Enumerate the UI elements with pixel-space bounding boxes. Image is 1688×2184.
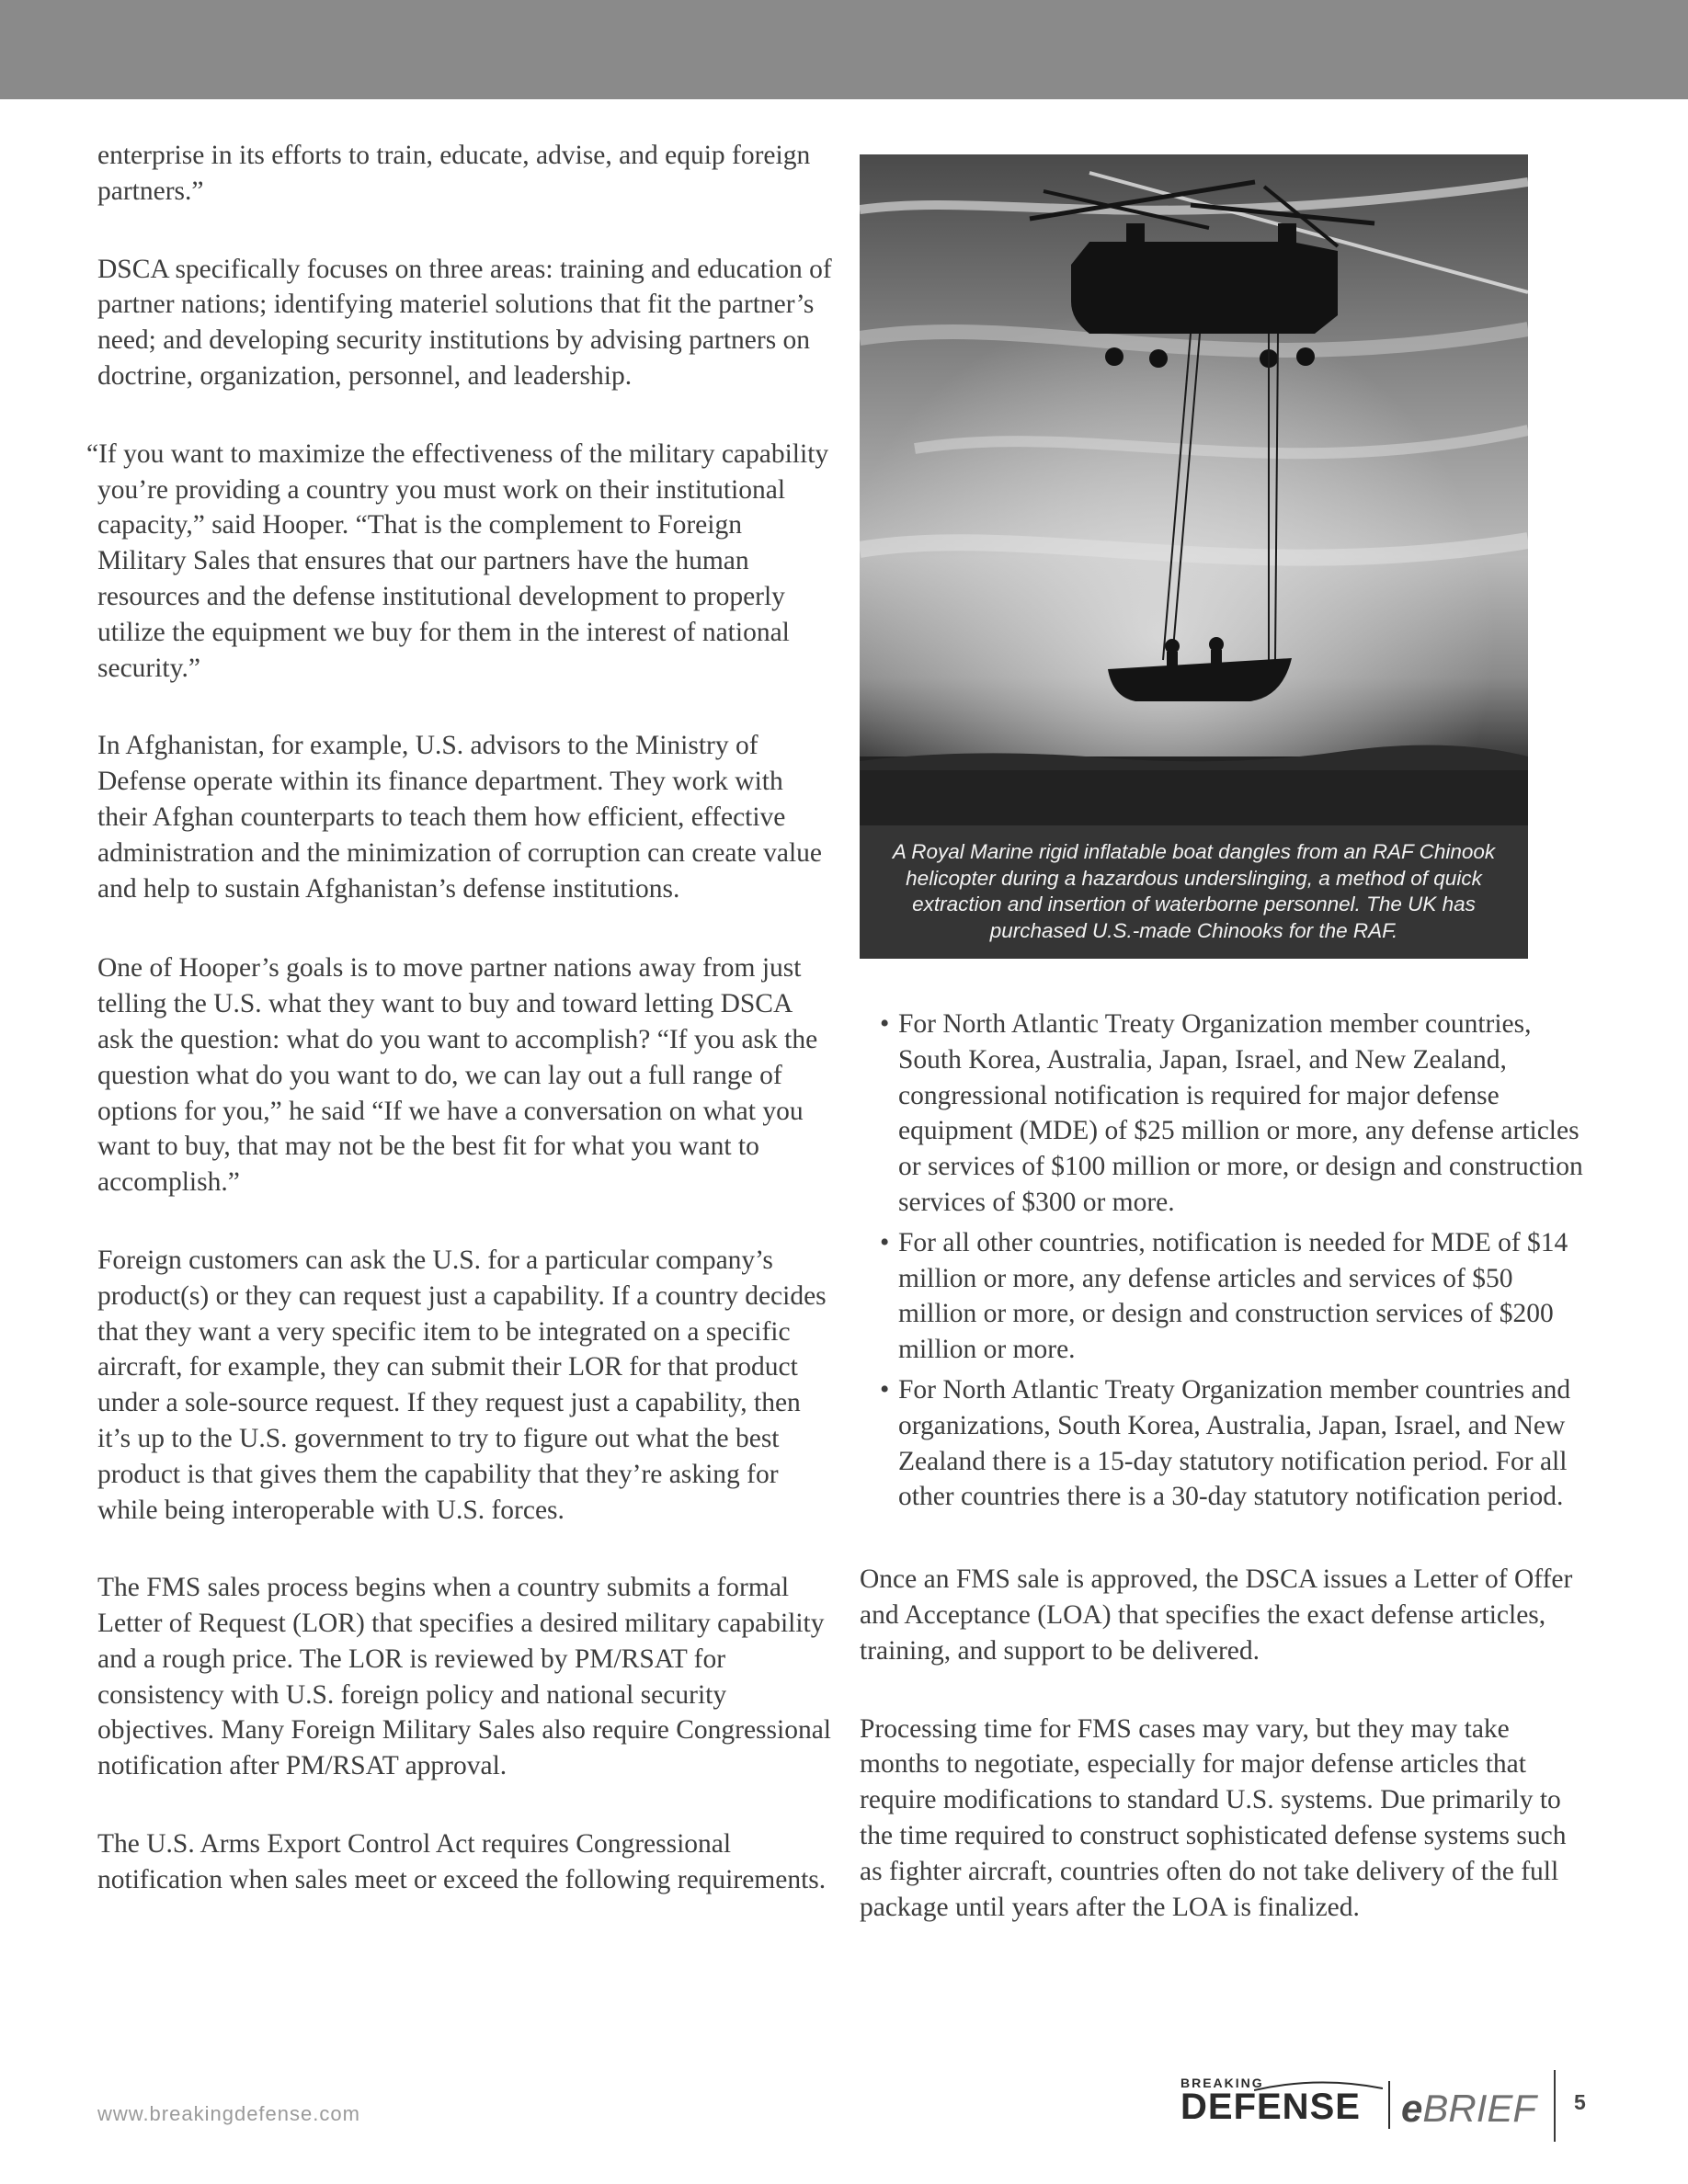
paragraph: Processing time for FMS cases may vary, but they may take months to negotiate, especially for major defense articles that require modifications to standard U.S. systems. Due primarily to the time required to construct sophisticated defense systems such as fighter aircraft, countries often do not take delivery of the full package until years after the LOA is finalized. [860,1713,1567,1922]
paragraph: enterprise in its efforts to train, educate, advise, and equip foreign partners.” [97,141,811,206]
list-item: • For North Atlantic Treaty Organization member countries, South Korea, Australia, Japan, Israel, and New Zealand, congressional notification is required for major defense equipment (MDE) of $25 million or more, any defense articles or services of $100 million or more, or design and construction services of $300 or more. [860,1007,1595,1221]
paragraph: The FMS sales process begins when a country submits a formal Letter of Request (LOR) that specifies a desired military capability and a rough price. The LOR is reviewed by PM/RSAT for consistency with U.S. foreign policy and national security objectives. Many Foreign Military Sales also require Congressional notification after PM/RSAT approval. [97,1573,831,1781]
logo-breaking-text: BREAKING [1180,2076,1264,2090]
quote-paragraph: “If you want to maximize the effectiveness of the military capability you’re providing a country you must work on their institutional capacity,” said Hooper. “That is the complement to Foreign Military Sales that ensures that our partners have the human resources and the defense institutional development to properly utilize the equipment we buy for them in the interest of national security.” [86,438,829,683]
logo-defense-text: DEFENSE [1180,2087,1361,2127]
paragraph: In Afghanistan, for example, U.S. advisors to the Ministry of Defense operate within its finance department. They work with their Afghan counterparts to teach them how efficient, effective administration and the minimization of corruption can create value and help to sustain Afghanistan’s defense institutions. [97,731,823,904]
paragraph: Once an FMS sale is approved, the DSCA issues a Letter of Offer and Acceptance (LOA) that specifies the exact defense articles, training, and support to be delivered. [860,1564,1573,1666]
page-number: 5 [1574,2090,1586,2114]
requirements-list [860,1007,1595,1515]
paragraph: The U.S. Arms Export Control Act requires Congressional notification when sales meet or exceed the following requirements. [97,1829,827,1894]
breaking-defense-ebrief-logo [1180,2072,1537,2138]
logo-ebrief-text: eBRIEF [1401,2087,1537,2130]
chinook-photo [860,154,1528,825]
paragraph: One of Hooper’s goals is to move partner nations away from just telling the U.S. what they want to buy and toward letting DSCA ask the question: what do you want to accomplish? “If you ask the question what do you want to do, we can lay out a full range of options for you,” he said “If we have a conversation on what you want to buy, that may not be the best fit for what you want to accomplish.” [97,953,818,1198]
header-bar [0,0,1688,99]
paragraph: DSCA specifically focuses on three areas: training and education of partner nations; identifying materiel solutions that fit the partner’s need; and developing security institutions by advising partners on doctrine, organization, personnel, and leadership. [97,254,832,391]
footer-url[interactable]: www.breakingdefense.com [97,2102,360,2125]
logo-divider [1388,2081,1390,2129]
paragraph: Foreign customers can ask the U.S. for a particular company’s product(s) or they can request just a capability. If a country decides that they want a very specific item to be integrated on a specific aircraft, for example, they can submit their LOR for that product under a sole-source request. If they request just a capability, then it’s up to the U.S. government to try to figure out what the best product is that gives them the capability that they’re asking for while being interoperable with U.S. forces. [97,1245,827,1525]
list-item: • For North Atlantic Treaty Organization member countries and organizations, South Korea, Australia, Japan, Israel, and New Zealand there is a 15-day statutory notification period. For all other countries there is a 30-day statutory notification period. [860,1372,1595,1515]
left-column [86,138,833,1898]
list-item: • For all other countries, notification is needed for MDE of $14 million or more, any defense articles and services of $50 million or more, or design and construction services of $200 million or more. [860,1225,1595,1368]
page-number-divider [1554,2070,1556,2142]
right-column [860,1007,1595,1925]
photo-caption: A Royal Marine rigid inflatable boat dangles from an RAF Chinook helicopter during a hazardous underslinging, a method of quick extraction and insertion of waterborne personnel. The UK has purchased U.S.-made Chinooks for the RAF. [860,825,1528,959]
